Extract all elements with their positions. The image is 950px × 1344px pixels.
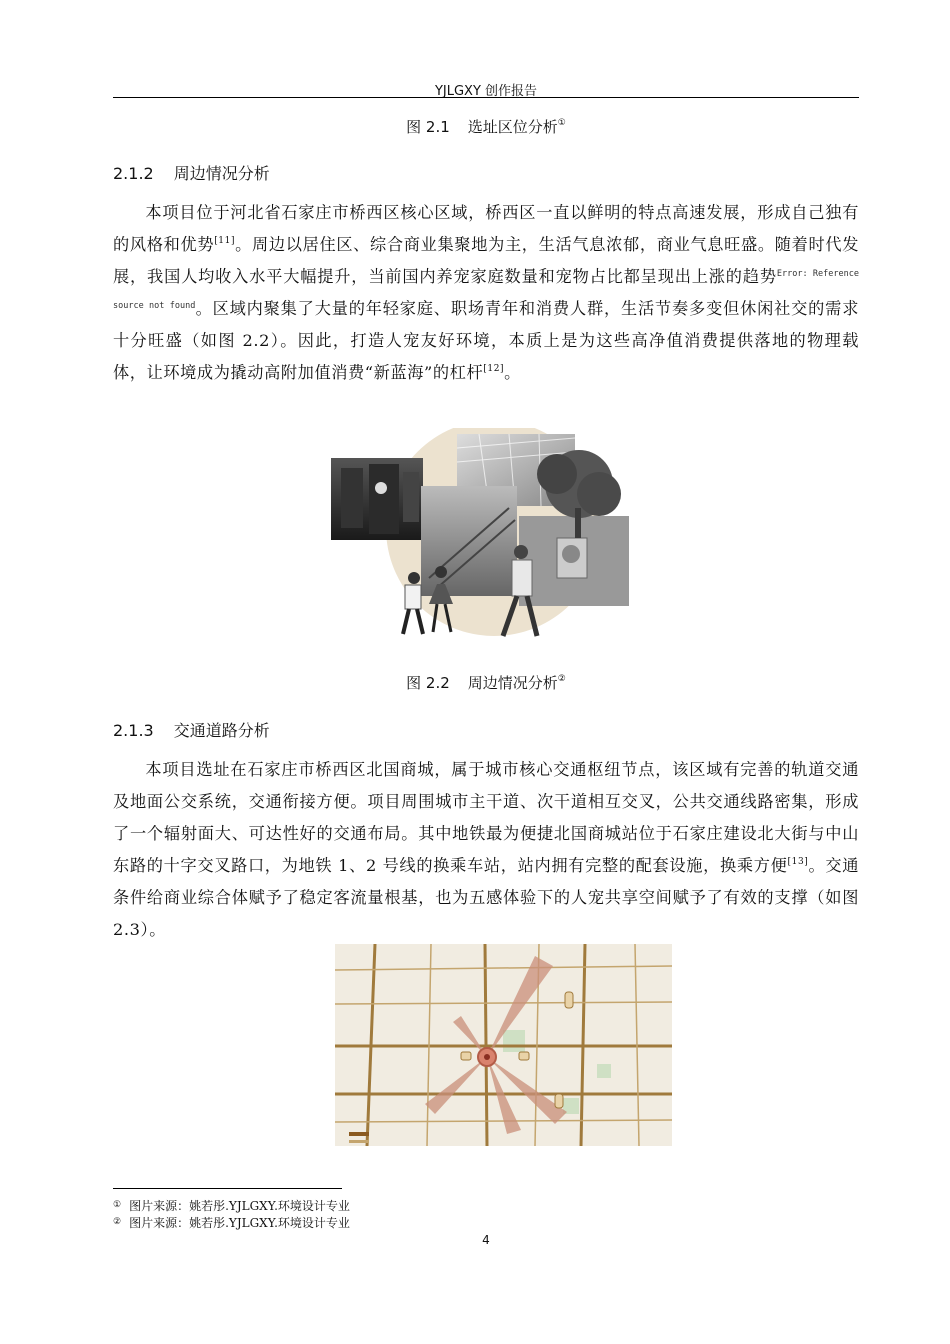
footnote-ref: ① xyxy=(557,118,566,128)
section-heading-2-1-2 xyxy=(113,161,270,184)
reference-error-text: Error: Reference source not found xyxy=(113,269,859,311)
paragraph-text: 。交通条件给商业综合体赋予了稳定客流量根基，也为五感体验下的人宠共享空间赋予了有效的支撑（如图 2.3）。 xyxy=(113,856,859,939)
header-rule xyxy=(113,97,859,98)
page-header-title: YJLGXY 创作报告 xyxy=(434,84,538,99)
figure-number: 图 2.2 xyxy=(406,674,450,692)
figure-2-1-caption xyxy=(113,116,859,137)
traffic-map-image xyxy=(335,944,672,1146)
citation-ref: [11] xyxy=(214,236,236,246)
section-title: 交通道路分析 xyxy=(173,721,270,740)
footnote-mark: ① xyxy=(113,1200,122,1210)
surroundings-collage-image xyxy=(329,428,631,640)
paragraph-surroundings xyxy=(113,197,859,389)
paragraph-text: 。区域内聚集了大量的年轻家庭、职场青年和消费人群，生活节奏多变但休闲社交的需求十分旺盛（如图 2.2）。因此，打造人宠友好环境，本质上是为这些高净值消费提供落地的物理载体，让环境成为撬动高附加值消费“新蓝海”的杠杆 xyxy=(113,299,859,382)
section-title: 周边情况分析 xyxy=(173,164,270,183)
footnote-text: 图片来源：姚若彤.YJLGXY.环境设计专业 xyxy=(129,1199,350,1213)
paragraph-traffic xyxy=(113,754,859,946)
figure-number: 图 2.1 xyxy=(406,118,450,136)
citation-ref: [12] xyxy=(483,364,505,374)
footnote-2 xyxy=(113,1214,350,1231)
citation-ref: [13] xyxy=(787,857,809,867)
paragraph-text: 本项目选址在石家庄市桥西区北国商城，属于城市核心交通枢纽节点，该区域有完善的轨道交通及地面公交系统，交通衔接方便。项目周围城市主干道、次干道相互交叉，公共交通线路密集，形成了一个辐射面大、可达性好的交通布局。其中地铁最为便捷北国商城站位于石家庄建设北大街与中山东路的十字交叉路口，为地铁 1、2 号线的换乘车站，站内拥有完整的配套设施，换乘方便 xyxy=(113,760,859,875)
paragraph-text: 。 xyxy=(504,363,521,382)
footnote-1 xyxy=(113,1197,350,1214)
section-number: 2.1.3 xyxy=(113,721,154,740)
figure-2-2-caption xyxy=(113,672,859,693)
paragraph-text: 。周边以居住区、综合商业集聚地为主，生活气息浓郁，商业气息旺盛。随着时代发展，我国人均收入水平大幅提升，当前国内养宠家庭数量和宠物占比都呈现出上涨的趋势 xyxy=(113,235,859,286)
section-heading-2-1-3 xyxy=(113,718,270,741)
section-number: 2.1.2 xyxy=(113,164,154,183)
figure-title: 周边情况分析 xyxy=(467,674,558,692)
footnote-text: 图片来源：姚若彤.YJLGXY.环境设计专业 xyxy=(129,1216,350,1230)
footnote-ref: ② xyxy=(557,674,566,684)
footnote-mark: ② xyxy=(113,1217,122,1227)
footnote-rule xyxy=(113,1188,342,1189)
paragraph-text: 本项目位于河北省石家庄市桥西区核心区域，桥西区一直以鲜明的特点高速发展，形成自己独有的风格和优势 xyxy=(113,203,859,254)
page-number: 4 xyxy=(482,1233,490,1247)
figure-title: 选址区位分析 xyxy=(467,118,558,136)
